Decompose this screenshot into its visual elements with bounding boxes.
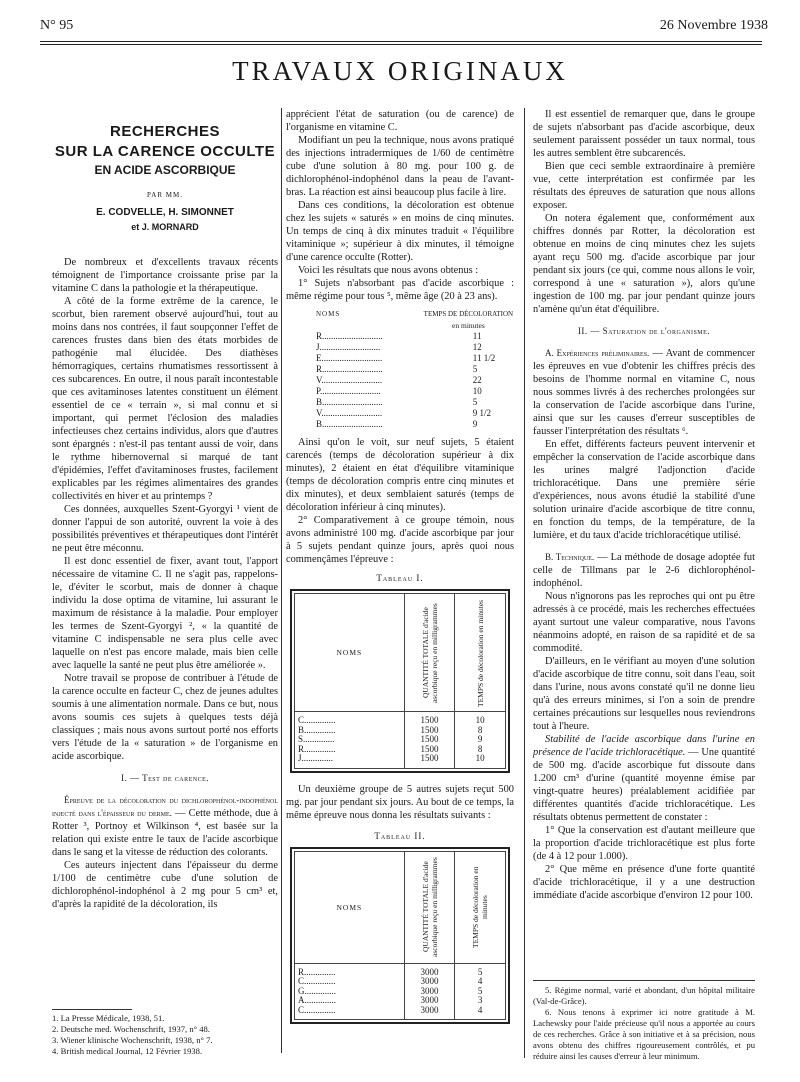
table-cell-name: C.............. (298, 715, 336, 725)
table-cell-name: R.............. (298, 743, 336, 754)
table-cell-quantity: 1500 (420, 743, 439, 754)
table-1-header-quantity: QUANTITÉ TOTALE d'acide ascorbique reçu en milligrammes (404, 594, 455, 712)
table-cell-value: 10 (472, 386, 482, 396)
table-header-unit: en minutes (452, 321, 485, 330)
paragraph: Il est donc essentiel de fixer, avant tout, l'apport nécessaire de vitamine C. Il ne s'agit pas, rappelons-le, d'éviter le scorbut, mais de donner à chaque individu la dose optima de vitamine, lui assurant le maximum de résistance à la maladie. Pour employer les termes de Szent-Gyorgyi ², « la quantité de vitamine C indispensable ne sera plus celle avec laquelle on n'est pas encore malade, mais bien celle avec laquelle la santé ne peut plus être améliorée ». (52, 556, 278, 671)
table-caption-2: Tableau II. (374, 830, 426, 841)
table-2-body (295, 963, 506, 1020)
paragraph: 1° Sujets n'absorbant pas d'acide ascorbique : même régime pour tous ⁵, même âge (20 à 23 ans). (286, 278, 514, 302)
table-header-temps: TEMPS DE DÉCOLORATION (423, 310, 514, 318)
by-line: PAR MM. (147, 191, 183, 199)
table-cell-name: V........................... (316, 408, 383, 418)
paragraph-text: — La méthode de dosage adoptée fut celle de Tillmans par le 2-6 dichlorophénol-indophénol. (533, 552, 755, 589)
table-cell-time: 9 (477, 734, 483, 744)
paragraph-heading: A. Expériences préliminaires. (545, 348, 650, 358)
table-cell-name: B........................... (316, 397, 383, 407)
paragraph (533, 733, 755, 824)
table-2 (290, 847, 510, 1025)
table-cell-time: 4 (477, 1004, 483, 1015)
table-cell-value: 22 (472, 375, 482, 385)
column-3 (533, 108, 755, 902)
footnote-rule (533, 980, 755, 981)
results-table-untreated (286, 309, 514, 430)
table-row (286, 408, 514, 419)
paragraph-heading: B. Technique. (545, 552, 595, 562)
paragraph-text: — Avant de commencer les épreuves en vue d'obtenir les chiffres précis des besoins de l'homme normal en vitamine C, nous nous sommes livrés à des recherches prolongées sur la conservation de l'acide ascorbique dans l'urine, ainsi que sur les causes d'erreur susceptibles de fausser l'interprétation des résultats ⁶. (533, 348, 755, 437)
paragraph: Bien que ceci semble extraordinaire à première vue, cette interprétation est confirmée par les résultats des épreuves de saturation que nous allons exposer. (533, 161, 755, 211)
paragraph: Il est essentiel de remarquer que, dans le groupe de sujets n'absorbant pas d'acide ascorbique, deux seulement paraissent posséder un taux normal, tous les autres semblent être subcarencés. (533, 109, 755, 159)
table-cell-name: J.............. (298, 753, 334, 763)
paragraph: 2° Comparativement à ce groupe témoin, nous avons administré 100 mg. d'acide ascorbique par jour à 5 sujets pendant quinze jours, après quoi nous commençâmes l'épreuve : (286, 515, 514, 565)
paragraph: Ces données, auxquelles Szent-Gyorgyi ¹ vient de donner l'appui de son autorité, ouvrent la voie à des possibilités préventives et thérapeutiques dont l'intérêt ne peut être méconnu. (52, 504, 278, 554)
paragraph (52, 794, 278, 859)
table-2-header-time: TEMPS de décoloration en minutes (455, 851, 506, 963)
column-divider-2 (524, 108, 525, 1058)
paragraph: On notera également que, conformément aux chiffres donnés par Rotter, la décoloration est obtenue en moins de cinq minutes chez les sujets ayant reçu 500 mg. d'acide ascorbique par jour pendant six jours (ce qui, comme nous allons le voir, correspond à une « saturation »), alors qu'une ingestion de 100 mg. par jour pendant quinze jours n'amène qu'un état d'équilibre. (533, 213, 755, 315)
table-row (286, 342, 514, 353)
table-cell-time: 8 (477, 743, 483, 754)
paragraph (533, 347, 755, 438)
paragraph-text: — Une quantité de 500 mg. d'acide ascorbique fut dissoute dans 1.200 cm³ d'urine (quantité moyenne émise par vingt-quatre heures) préalablement acidifiée par différentes quantités d'acide trichloracétique. Les résultats obtenus permettent de constater : (533, 747, 755, 823)
paragraph-heading: Épreuve de la décoloration du dichlorophénol-indophénol injecté dans l'épaisseur du derme. (52, 795, 278, 818)
table-cell-name: B.............. (298, 724, 336, 735)
paragraph: apprécient l'état de saturation (ou de carence) de l'organisme en vitamine C. (286, 109, 514, 133)
table-cell-name: P........................... (316, 386, 381, 396)
footnote: 5. Régime normal, varié et abondant, d'un hôpital militaire (Val-de-Grâce). (533, 985, 755, 1006)
table-cell-time: 5 (477, 966, 483, 977)
paragraph: En effet, différents facteurs peuvent intervenir et empêcher la conservation de l'acide ascorbique dans les urines malgré l'adjonction d'acide trichloracétique. Dans une première série d'expériences, nous avons étudié la stabilité d'une solution urinaire d'acide ascorbique de titre connu, en fonction du temps, de la température, de la lumière, et du taux d'acide trichloracétique utilisé. (533, 439, 755, 541)
issue-number: N° 95 (40, 18, 74, 33)
table-cell-value: 9 (472, 419, 478, 429)
paragraph: 1° Que la conservation est d'autant meilleure que la proportion d'acide trichloracétique est plus forte (de 4 à 12 pour 1.000). (533, 825, 755, 862)
table-cell-name: R.............. (298, 966, 336, 977)
table-cell-name: R........................... (316, 364, 383, 374)
issue-date: 26 Novembre 1938 (659, 18, 768, 33)
table-cell-name: E........................... (316, 353, 383, 363)
authors-line-1: E. CODVELLE, H. SIMONNET (96, 207, 234, 218)
table-cell-name: A.............. (298, 995, 336, 1005)
article-subtitle: EN ACIDE ASCORBIQUE (94, 163, 236, 177)
column-1 (52, 122, 278, 911)
table-cell-name: C.............. (298, 976, 336, 986)
paragraph: Dans ces conditions, la décoloration est obtenue chez les sujets « saturés » en moins de cinq minutes. Un temps de cinq à dix minutes traduit « l'équilibre vitaminique »; supérieur à dix minutes, il témoigne d'une carence occulte (Rotter). (286, 200, 514, 263)
table-cell-name: C.............. (298, 1004, 336, 1015)
authors-line-2: et J. MORNARD (131, 222, 199, 232)
paragraph-heading: Stabilité de l'acide ascorbique dans l'urine en présence de l'acide trichloracétique. (533, 734, 755, 758)
table-1-header-time: TEMPS de décoloration en minutes (455, 594, 506, 712)
table-cell-name: V........................... (316, 375, 383, 385)
table-cell-name: R........................... (316, 331, 383, 341)
footnote-rule (52, 1009, 132, 1010)
paragraph: 2° Que même en présence d'une forte quantité d'acide trichloracétique, il y a une destruction immédiate d'acide ascorbique d'environ 12 pour 100. (533, 864, 755, 901)
table-row (286, 331, 514, 342)
paragraph: Modifiant un peu la technique, nous avons pratiqué des injections intradermiques de 1/60 de centimètre cube d'une solution à 80 mg. pour 100 g. de dichlorophénol-indophénol dans la peau de l'avant-bras. La réaction est ainsi beaucoup plus facile à lire. (286, 135, 514, 198)
table-cell-value: 5 (472, 397, 478, 407)
paragraph-text: — Cette méthode, due à Rotter ³, Portnoy et Wilkinson ⁴, est basée sur la relation qui existe entre le taux de l'acide ascorbique dans le sang et la vitesse de réduction des colorants. (52, 808, 278, 858)
paragraph: Ces auteurs injectent dans l'épaisseur du derme 1/100 de centimètre cube d'une solution de dichlorophénol-indophénol à 2 mg pour 5 cm³ et, d'après la rapidité de la décoloration, ils (52, 860, 278, 910)
table-cell-time: 5 (477, 985, 483, 996)
article-title-line-1: RECHERCHES (109, 123, 220, 140)
paragraph: Ainsi qu'on le voit, sur neuf sujets, 5 étaient carencés (temps de décoloration supérieur à dix minutes), 2 étaient en état d'équilibre vitaminique (temps de décoloration compris entre cinq minutes et dix minutes), et deux semblaient saturés (temps de décoloration inférieur à cinq minutes). (286, 437, 514, 513)
article-title-line-2: SUR LA CARENCE OCCULTE (54, 143, 276, 160)
paragraph: A côté de la forme extrême de la carence, le scorbut, bien rarement observé aujourd'hui, tout au moins dans nos contrées, il faut soupçonner l'effet de carences frustes dans bien des états morbides de pathogénie mal élucidée. Des diathèses hémorragiques, certains rhumatismes ressortissent à ces subcarences. En outre, il nous paraît incontestable que ces avitaminoses latentes constituent un élément essentiel de ce « terrain », si mal connu et si important, qui permet l'éclosion des maladies infectieuses chez certains individus, alors que d'autres sont épargnés : n'est-il pas tentant aussi de voir, dans le rythme hibernovernal si marqué de tant d'épidémies, l'effet d'avitaminoses frustes, facilement explicables par les régimes alimentaires des grandes collectivités en hiver et au printemps ? (52, 296, 278, 502)
footnote: 2. Deutsche med. Wochenschrift, 1937, n° 48. (52, 1024, 210, 1034)
column-3-footnotes (533, 980, 755, 1062)
table-cell-name: G.............. (298, 985, 336, 996)
paragraph: D'ailleurs, en le vérifiant au moyen d'une solution d'acide ascorbique de titre connu, soit dans l'eau, soit dans l'urine, nous avons constaté qu'il ne donne lieu qu'à des erreurs minimes, si l'on a soin de prendre certaines précautions sur lesquelles nous reviendrons tout à l'heure. (533, 656, 755, 732)
paragraph: Nous n'ignorons pas les reproches qui ont pu être adressés à ce procédé, mais les recherches effectuées ayant surtout une valeur comparative, nous l'avons néanmoins adopté, en raison de sa rapidité et de sa commodité. (533, 591, 755, 654)
table-row (286, 364, 514, 375)
table-cell-quantity: 3000 (420, 1004, 439, 1015)
paragraph: Voici les résultats que nous avons obtenus : (298, 265, 479, 276)
table-1 (290, 589, 510, 773)
header-rule-bottom (40, 44, 762, 45)
table-row (286, 386, 514, 397)
footnote: 6. Nous tenons à exprimer ici notre gratitude à M. Lachewsky pour l'aide précieuse qu'il nous a apportée au cours de ces recherches. Grâce à son initiative et à sa précision, nous avons obtenu des chiffres rigoureusement contrôlés, et pu réduire ainsi les causes d'erreur à leur minimum. (533, 1007, 755, 1061)
footnote: 1. La Presse Médicale, 1938, 51. (52, 1013, 165, 1023)
table-2-header-quantity: QUANTITÉ TOTALE d'acide ascorbique reçu en milligrammes (404, 851, 455, 963)
paragraph: Un deuxième groupe de 5 autres sujets reçut 500 mg. par jour pendant six jours. Au bout de ce temps, la même épreuve nous donna les résultats suivants : (286, 783, 514, 821)
footnote: 3. Wiener klinische Wochenschrift, 1938, n° 7. (52, 1035, 213, 1045)
table-1-header-noms: NOMS (295, 594, 405, 712)
section-heading-1: I. — Test de carence. (121, 773, 209, 783)
column-2 (286, 108, 514, 1024)
table-caption-1: Tableau I. (376, 573, 424, 583)
paragraph: De nombreux et d'excellents travaux récents témoignent de l'importance croissante prise par la vitamine C dans la pathologie et la thérapeutique. (52, 257, 278, 294)
table-row (286, 419, 514, 430)
table-row (286, 397, 514, 408)
table-cell-value: 11 1/2 (472, 353, 496, 363)
table-2-header-noms: NOMS (295, 851, 405, 963)
table-cell-name: S.............. (298, 734, 335, 744)
table-cell-quantity: 1500 (420, 724, 439, 735)
header-rule-top (40, 41, 762, 42)
table-cell-name: B........................... (316, 419, 383, 429)
section-heading-2: II. — Saturation de l'organisme. (577, 326, 711, 336)
table-cell-quantity: 1500 (420, 753, 439, 763)
table-cell-time: 10 (475, 715, 485, 725)
table-row (286, 375, 514, 386)
paragraph (533, 551, 755, 590)
table-cell-value: 9 1/2 (472, 408, 492, 418)
paragraph: Notre travail se propose de contribuer à l'étude de la carence occulte en facteur C, chez de jeunes adultes soumis à une alimentation normale. Dans ce but, nous avons soumis ces sujets à quelques tests déjà classiques ; mais nous avons surtout porté nos efforts vers l'étude de la « saturation » de l'organisme en acide ascorbique. (52, 673, 278, 762)
table-cell-time: 8 (477, 724, 483, 735)
table-row (286, 353, 514, 364)
table-cell-quantity: 3000 (420, 976, 439, 986)
table-cell-quantity: 1500 (420, 734, 439, 744)
table-cell-value: 12 (472, 342, 482, 352)
table-cell-name: J........................... (316, 342, 381, 352)
table-1-body (295, 712, 506, 769)
table-cell-value: 5 (472, 364, 478, 374)
table-cell-value: 11 (472, 331, 482, 341)
table-cell-quantity: 3000 (420, 985, 439, 996)
column-divider-1 (281, 108, 282, 1053)
table-cell-quantity: 1500 (420, 715, 439, 725)
section-title: TRAVAUX ORIGINAUX (232, 56, 568, 86)
column-1-footnotes (52, 1009, 278, 1057)
table-cell-time: 4 (477, 976, 483, 986)
table-cell-time: 10 (475, 753, 485, 763)
footnote: 4. British medical Journal, 12 Février 1938. (52, 1046, 203, 1056)
table-header-noms: NOMS (316, 310, 341, 318)
table-cell-quantity: 3000 (420, 966, 439, 977)
table-cell-quantity: 3000 (420, 995, 439, 1005)
table-cell-time: 3 (477, 995, 483, 1005)
